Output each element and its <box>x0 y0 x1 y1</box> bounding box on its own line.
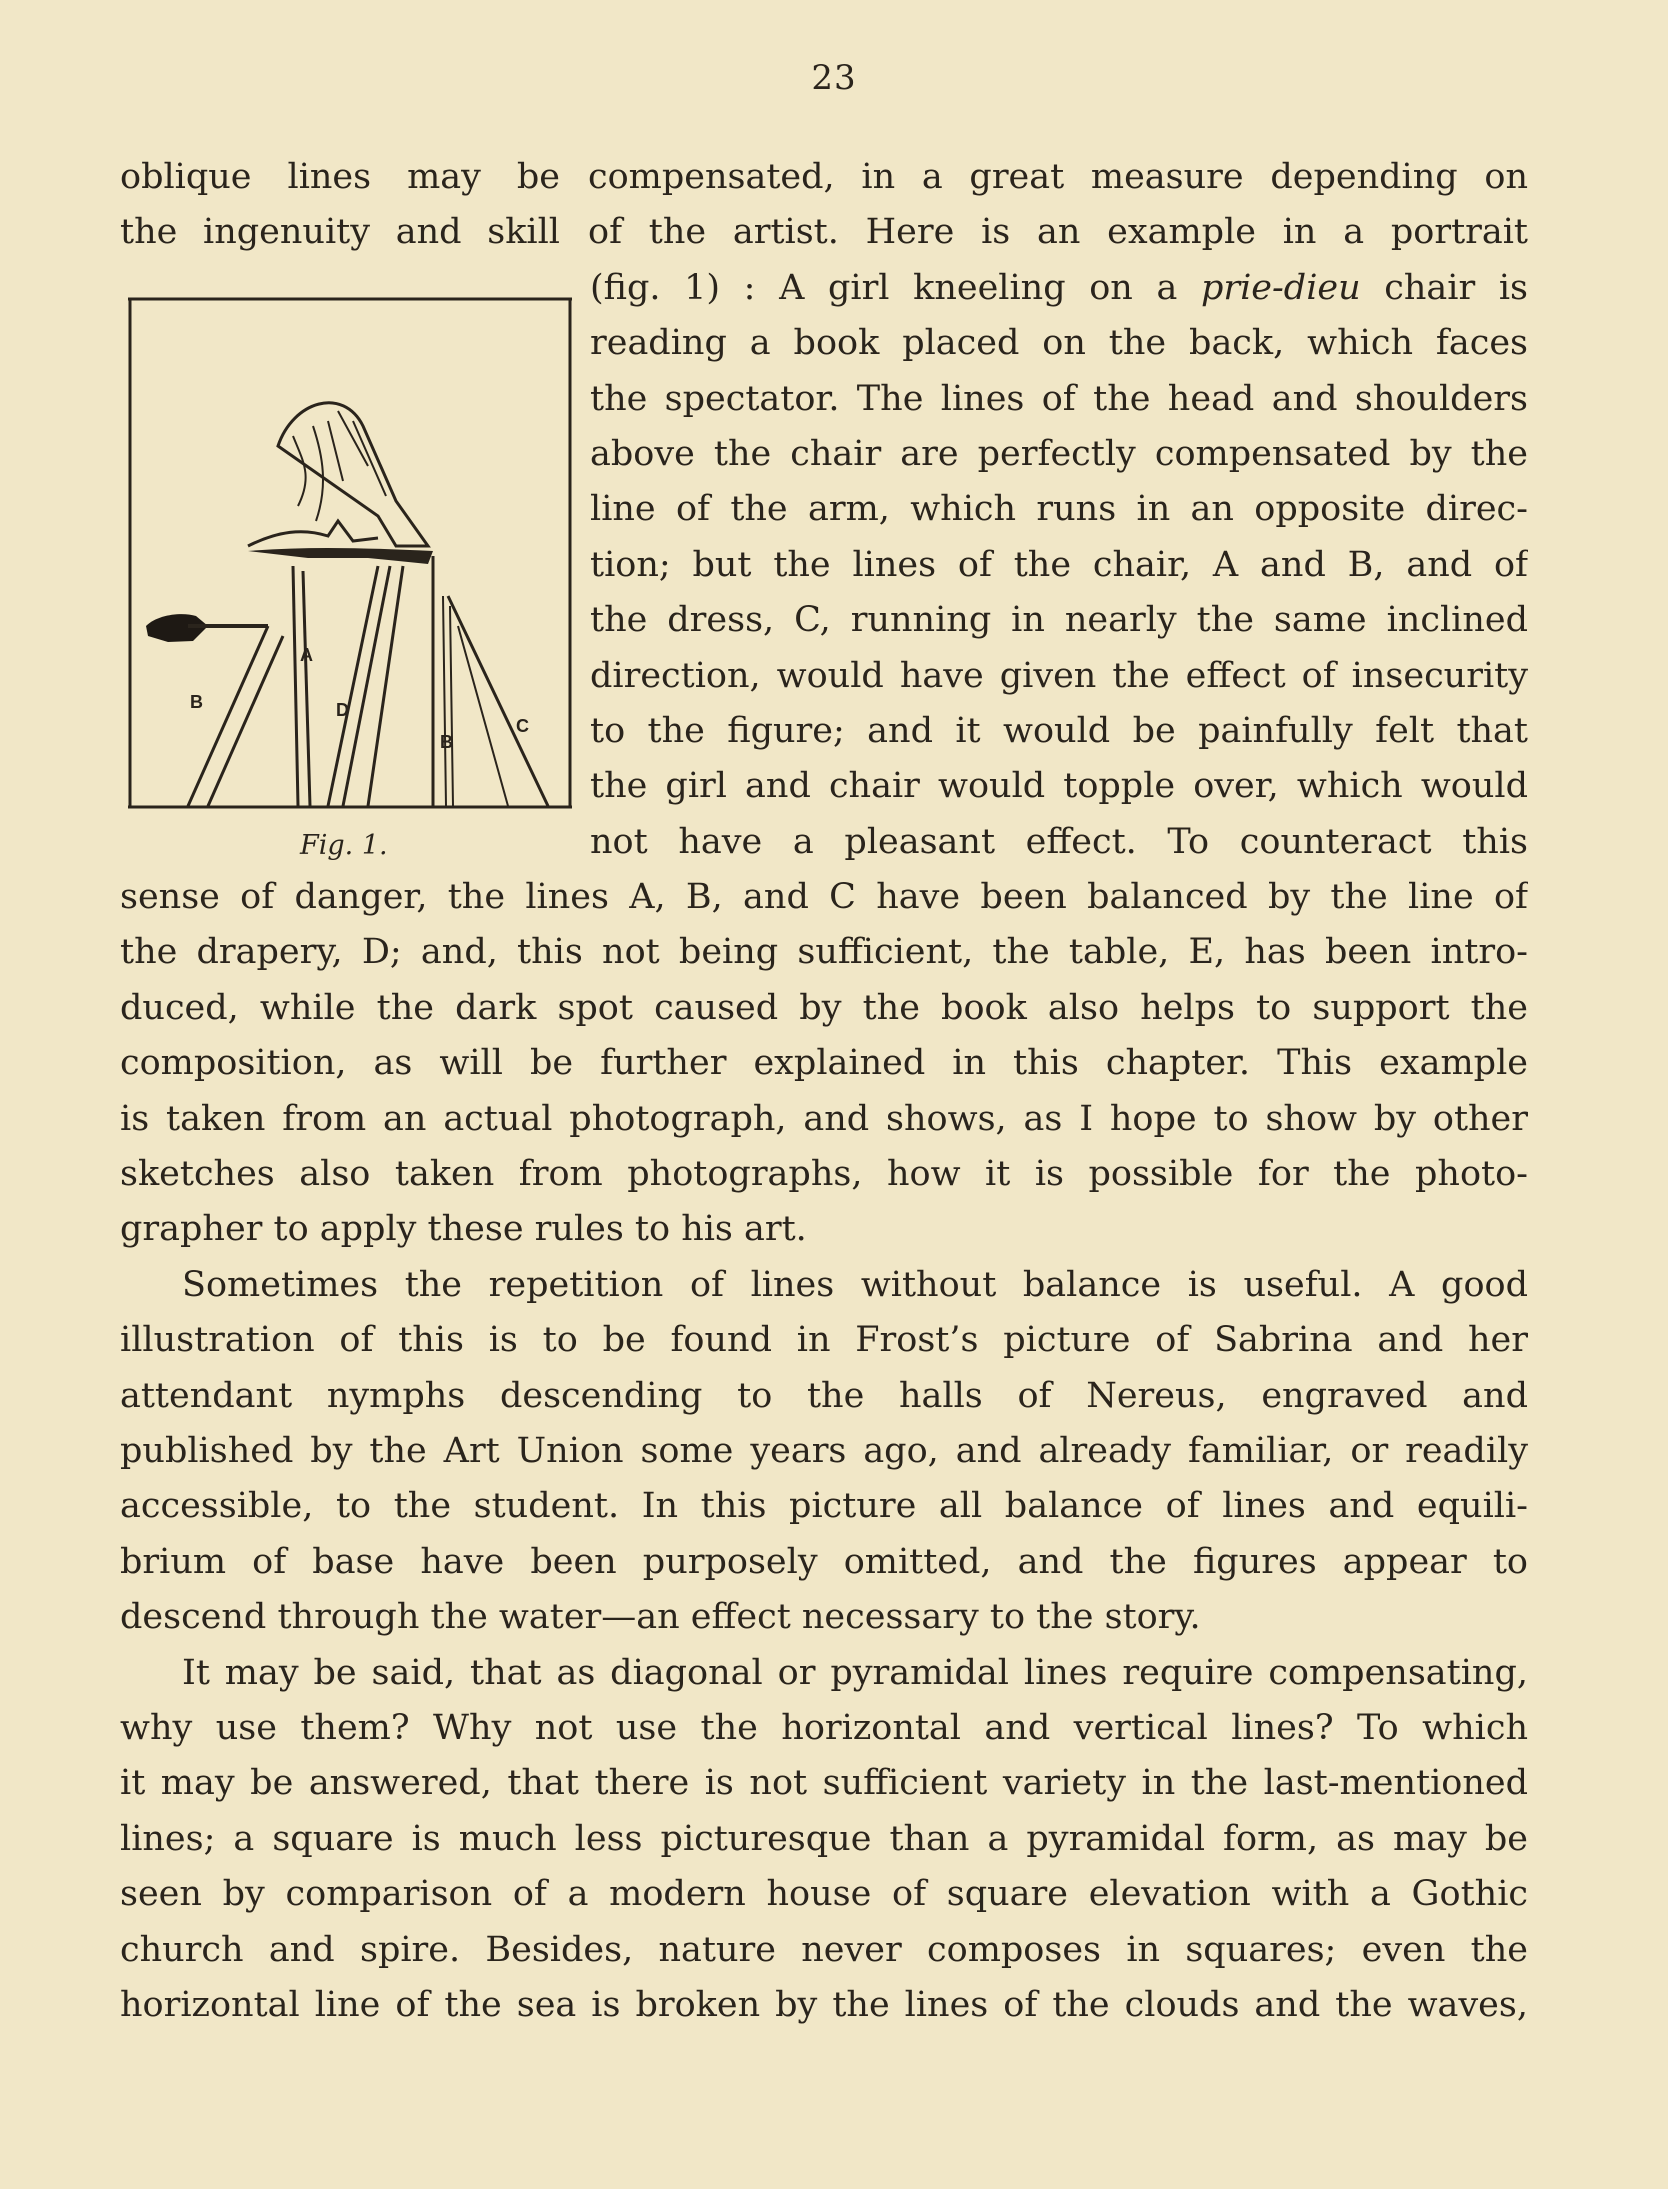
text-line: brium of base have been purposely omitted, and the figures appear to <box>120 1541 1528 1582</box>
opening-lines <box>120 150 1528 261</box>
text-fragment: chair is <box>1360 267 1528 308</box>
text-line: sense of danger, the lines A, B, and C have been balanced by the line of <box>120 877 1528 918</box>
figure-caption: Fig. 1. <box>300 830 388 861</box>
text-line: seen by comparison of a modern house of square elevation with a Gothic <box>120 1874 1528 1915</box>
text-line: it may be answered, that there is not sufficient variety in the last-mentioned <box>120 1763 1528 1804</box>
text-line: It may be said, that as diagonal or pyramidal lines require compensating, <box>182 1652 1528 1693</box>
text-fragment: of the artist. Here is an example in a portrait <box>588 212 1528 253</box>
text-line: duced, while the dark spot caused by the book also helps to support the <box>120 987 1528 1028</box>
text-line: grapher to apply these rules to his art. <box>120 1209 807 1250</box>
text-line <box>120 150 1528 205</box>
text-line: church and spire. Besides, nature never composes in squares; even the <box>120 1929 1528 1970</box>
text-line: illustration of this is to be found in Frost’s picture of Sabrina and her <box>120 1320 1528 1361</box>
text-line: sketches also taken from photographs, how it is possible for the photo- <box>120 1154 1528 1195</box>
label-a: A <box>300 645 313 665</box>
text-line: tion; but the lines of the chair, A and B, and of <box>590 544 1528 585</box>
text-line: above the chair are perfectly compensated by the <box>590 433 1528 474</box>
text-line: to the figure; and it would be painfully felt that <box>590 710 1528 751</box>
text-line: the drapery, D; and, this not being sufficient, the table, E, has been intro- <box>120 932 1528 973</box>
text-line: the spectator. The lines of the head and shoulders <box>590 378 1528 419</box>
text-fragment: the ingenuity and skill <box>120 212 560 253</box>
text-line: horizontal line of the sea is broken by the lines of the clouds and the waves, <box>120 1984 1528 2025</box>
text-line: line of the arm, which runs in an opposite direc- <box>590 489 1528 530</box>
text-line: not have a pleasant effect. To counteract this <box>590 821 1528 862</box>
text-line: composition, as will be further explained in this chapter. This example <box>120 1043 1528 1084</box>
label-b-right: B <box>440 732 453 752</box>
text-line: lines; a square is much less picturesque than a pyramidal form, as may be <box>120 1818 1528 1859</box>
text-line: descend through the water—an effect necessary to the story. <box>120 1597 1201 1638</box>
page-number: 23 <box>811 58 857 98</box>
text-line: the girl and chair would topple over, which would <box>590 766 1528 807</box>
text-line <box>590 261 1528 316</box>
text-line: published by the Art Union some years ago, and already familiar, or readily <box>120 1430 1528 1471</box>
text-line: attendant nymphs descending to the halls of Nereus, engraved and <box>120 1375 1528 1416</box>
text-line: reading a book placed on the back, which faces <box>590 323 1528 364</box>
text-line: why use them? Why not use the horizontal and vertical lines? To which <box>120 1707 1528 1748</box>
text-line: Sometimes the repetition of lines without balance is useful. A good <box>182 1264 1528 1305</box>
italic-term: prie-dieu <box>1200 267 1361 308</box>
body-text <box>120 150 1528 2033</box>
label-c: C <box>516 716 529 736</box>
text-line: the dress, C, running in nearly the same inclined <box>590 600 1528 641</box>
text-line: direction, would have given the effect of insecurity <box>590 655 1528 696</box>
text-fragment: (fig. 1) : A girl kneeling on a <box>590 267 1201 308</box>
label-d: D <box>336 700 349 720</box>
text-fragment: oblique lines may be <box>120 157 560 197</box>
text-fragment: compensated, in a great measure depending on <box>588 157 1528 197</box>
text-line <box>120 205 1528 260</box>
text-line: is taken from an actual photograph, and shows, as I hope to show by other <box>120 1098 1528 1139</box>
label-b: B <box>190 692 203 712</box>
text-line: accessible, to the student. In this picture all balance of lines and equili- <box>120 1486 1528 1527</box>
